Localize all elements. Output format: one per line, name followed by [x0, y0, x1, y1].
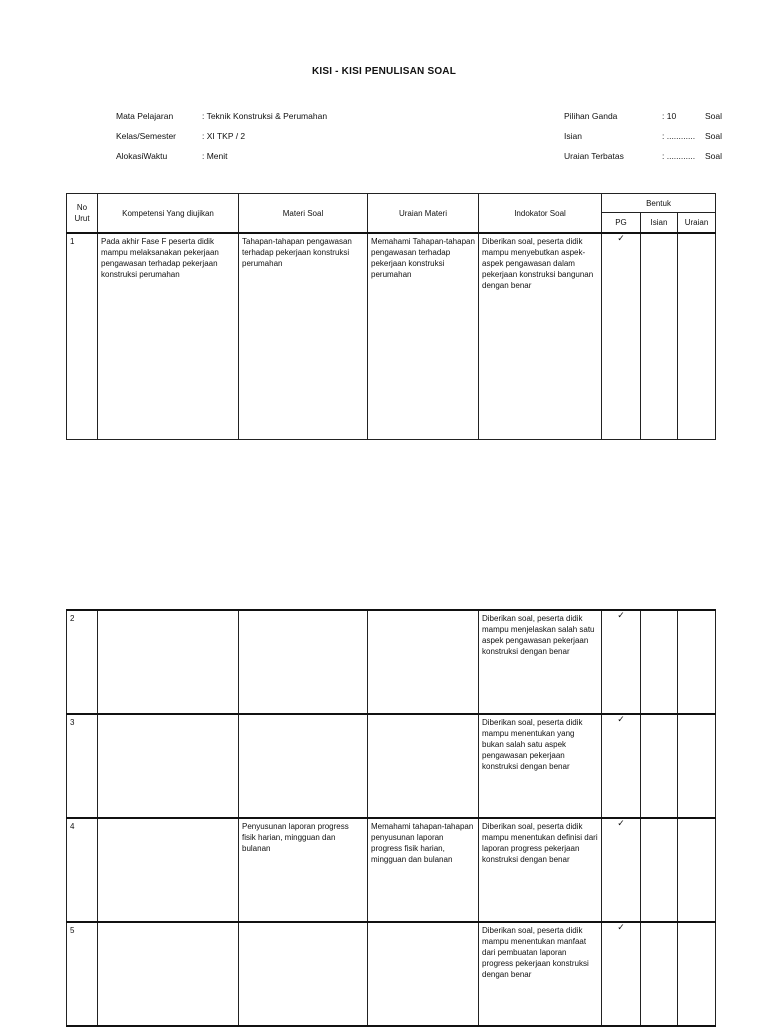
meta-row-mata-pelajaran [116, 106, 327, 126]
header-isian: Isian [641, 213, 678, 234]
cell-isian [641, 610, 678, 714]
table-row [67, 233, 716, 440]
cell-uraian [678, 610, 716, 714]
cell-kompetensi [98, 818, 239, 922]
cell-indikator: Diberikan soal, peserta didik mampu menentukan manfaat dari pembuatan laporan progress pekerjaan konstruksi dengan benar [479, 922, 602, 1026]
kisi-table-part-1 [66, 193, 716, 440]
cell-uraian-materi: Memahami tahapan-tahapan penyusunan laporan progress fisik harian, mingguan dan bulanan [368, 818, 479, 922]
cell-uraian [678, 818, 716, 922]
header-materi-soal: Materi Soal [239, 194, 368, 234]
header-uraian-materi: Uraian Materi [368, 194, 479, 234]
meta-label: Mata Pelajaran [116, 111, 174, 121]
meta-unit: Soal [704, 131, 722, 141]
cell-uraian-materi [368, 922, 479, 1026]
header-indikator-soal: Indokator Soal [479, 194, 602, 234]
meta-label: Isian [564, 131, 582, 141]
check-icon: ✓ [602, 922, 641, 1026]
cell-materi [239, 610, 368, 714]
meta-label: Uraian Terbatas [564, 151, 624, 161]
meta-right [564, 106, 722, 166]
cell-kompetensi: Pada akhir Fase F peserta didik mampu melaksanakan pekerjaan pengawasan terhadap pekerjaan konstruksi perumahan [98, 233, 239, 440]
cell-isian [641, 922, 678, 1026]
cell-kompetensi [98, 714, 239, 818]
meta-label: Pilihan Ganda [564, 111, 618, 121]
header-bentuk: Bentuk [602, 194, 716, 213]
cell-uraian [678, 233, 716, 440]
cell-indikator: Diberikan soal, peserta didik mampu menentukan definisi dari laporan progress pekerjaan konstruksi dengan benar [479, 818, 602, 922]
cell-uraian-materi [368, 714, 479, 818]
meta-value: : ............ [662, 151, 696, 161]
cell-no: 5 [67, 922, 98, 1026]
meta-row-pilihan-ganda [564, 106, 722, 126]
header-pg: PG [602, 213, 641, 234]
cell-materi [239, 714, 368, 818]
meta-value: : XI TKP / 2 [202, 131, 246, 141]
cell-no: 1 [67, 233, 98, 440]
meta-value: : Teknik Konstruksi & Perumahan [202, 111, 328, 121]
cell-indikator: Diberikan soal, peserta didik mampu menjelaskan salah satu aspek pengawasan pekerjaan konstruksi dengan benar [479, 610, 602, 714]
document-title: KISI - KISI PENULISAN SOAL [311, 66, 457, 77]
cell-uraian [678, 922, 716, 1026]
cell-uraian-materi [368, 610, 479, 714]
meta-row-kelas-semester [116, 126, 327, 146]
cell-isian [641, 818, 678, 922]
table-row [67, 922, 716, 1026]
header-no-urut: No Urut [67, 194, 98, 234]
meta-value: : Menit [202, 151, 228, 161]
cell-materi: Tahapan-tahapan pengawasan terhadap pekerjaan konstruksi perumahan [239, 233, 368, 440]
cell-uraian [678, 714, 716, 818]
kisi-table-part-2 [66, 609, 716, 1027]
header-row [67, 194, 716, 213]
header-uraian: Uraian [678, 213, 716, 234]
meta-row-uraian-terbatas [564, 146, 722, 166]
check-icon: ✓ [602, 818, 641, 922]
cell-isian [641, 233, 678, 440]
header-kompetensi: Kompetensi Yang diujikan [98, 194, 239, 234]
cell-uraian-materi: Memahami Tahapan-tahapan pengawasan terhadap pekerjaan konstruksi perumahan [368, 233, 479, 440]
meta-value: : ............ [662, 131, 696, 141]
table-row [67, 818, 716, 922]
meta-unit: Soal [704, 111, 722, 121]
meta-value: : 10 [662, 111, 677, 121]
cell-kompetensi [98, 922, 239, 1026]
cell-no: 3 [67, 714, 98, 818]
cell-indikator: Diberikan soal, peserta didik mampu menyebutkan aspek-aspek pengawasan dalam pekerjaan konstruksi bangunan dengan benar [479, 233, 602, 440]
meta-left [116, 106, 327, 166]
cell-materi: Penyusunan laporan progress fisik harian, mingguan dan bulanan [239, 818, 368, 922]
cell-kompetensi [98, 610, 239, 714]
cell-no: 4 [67, 818, 98, 922]
meta-row-isian [564, 126, 722, 146]
check-icon: ✓ [602, 233, 641, 440]
meta-label: Kelas/Semester [116, 131, 176, 141]
cell-indikator: Diberikan soal, peserta didik mampu menentukan yang bukan salah satu aspek pengawasan pekerjaan konstruksi dengan benar [479, 714, 602, 818]
check-icon: ✓ [602, 610, 641, 714]
table-row [67, 714, 716, 818]
cell-no: 2 [67, 610, 98, 714]
meta-label: AlokasiWaktu [116, 151, 168, 161]
table-row [67, 610, 716, 714]
check-icon: ✓ [602, 714, 641, 818]
meta-unit: Soal [704, 151, 722, 161]
cell-isian [641, 714, 678, 818]
meta-row-alokasi-waktu [116, 146, 327, 166]
cell-materi [239, 922, 368, 1026]
